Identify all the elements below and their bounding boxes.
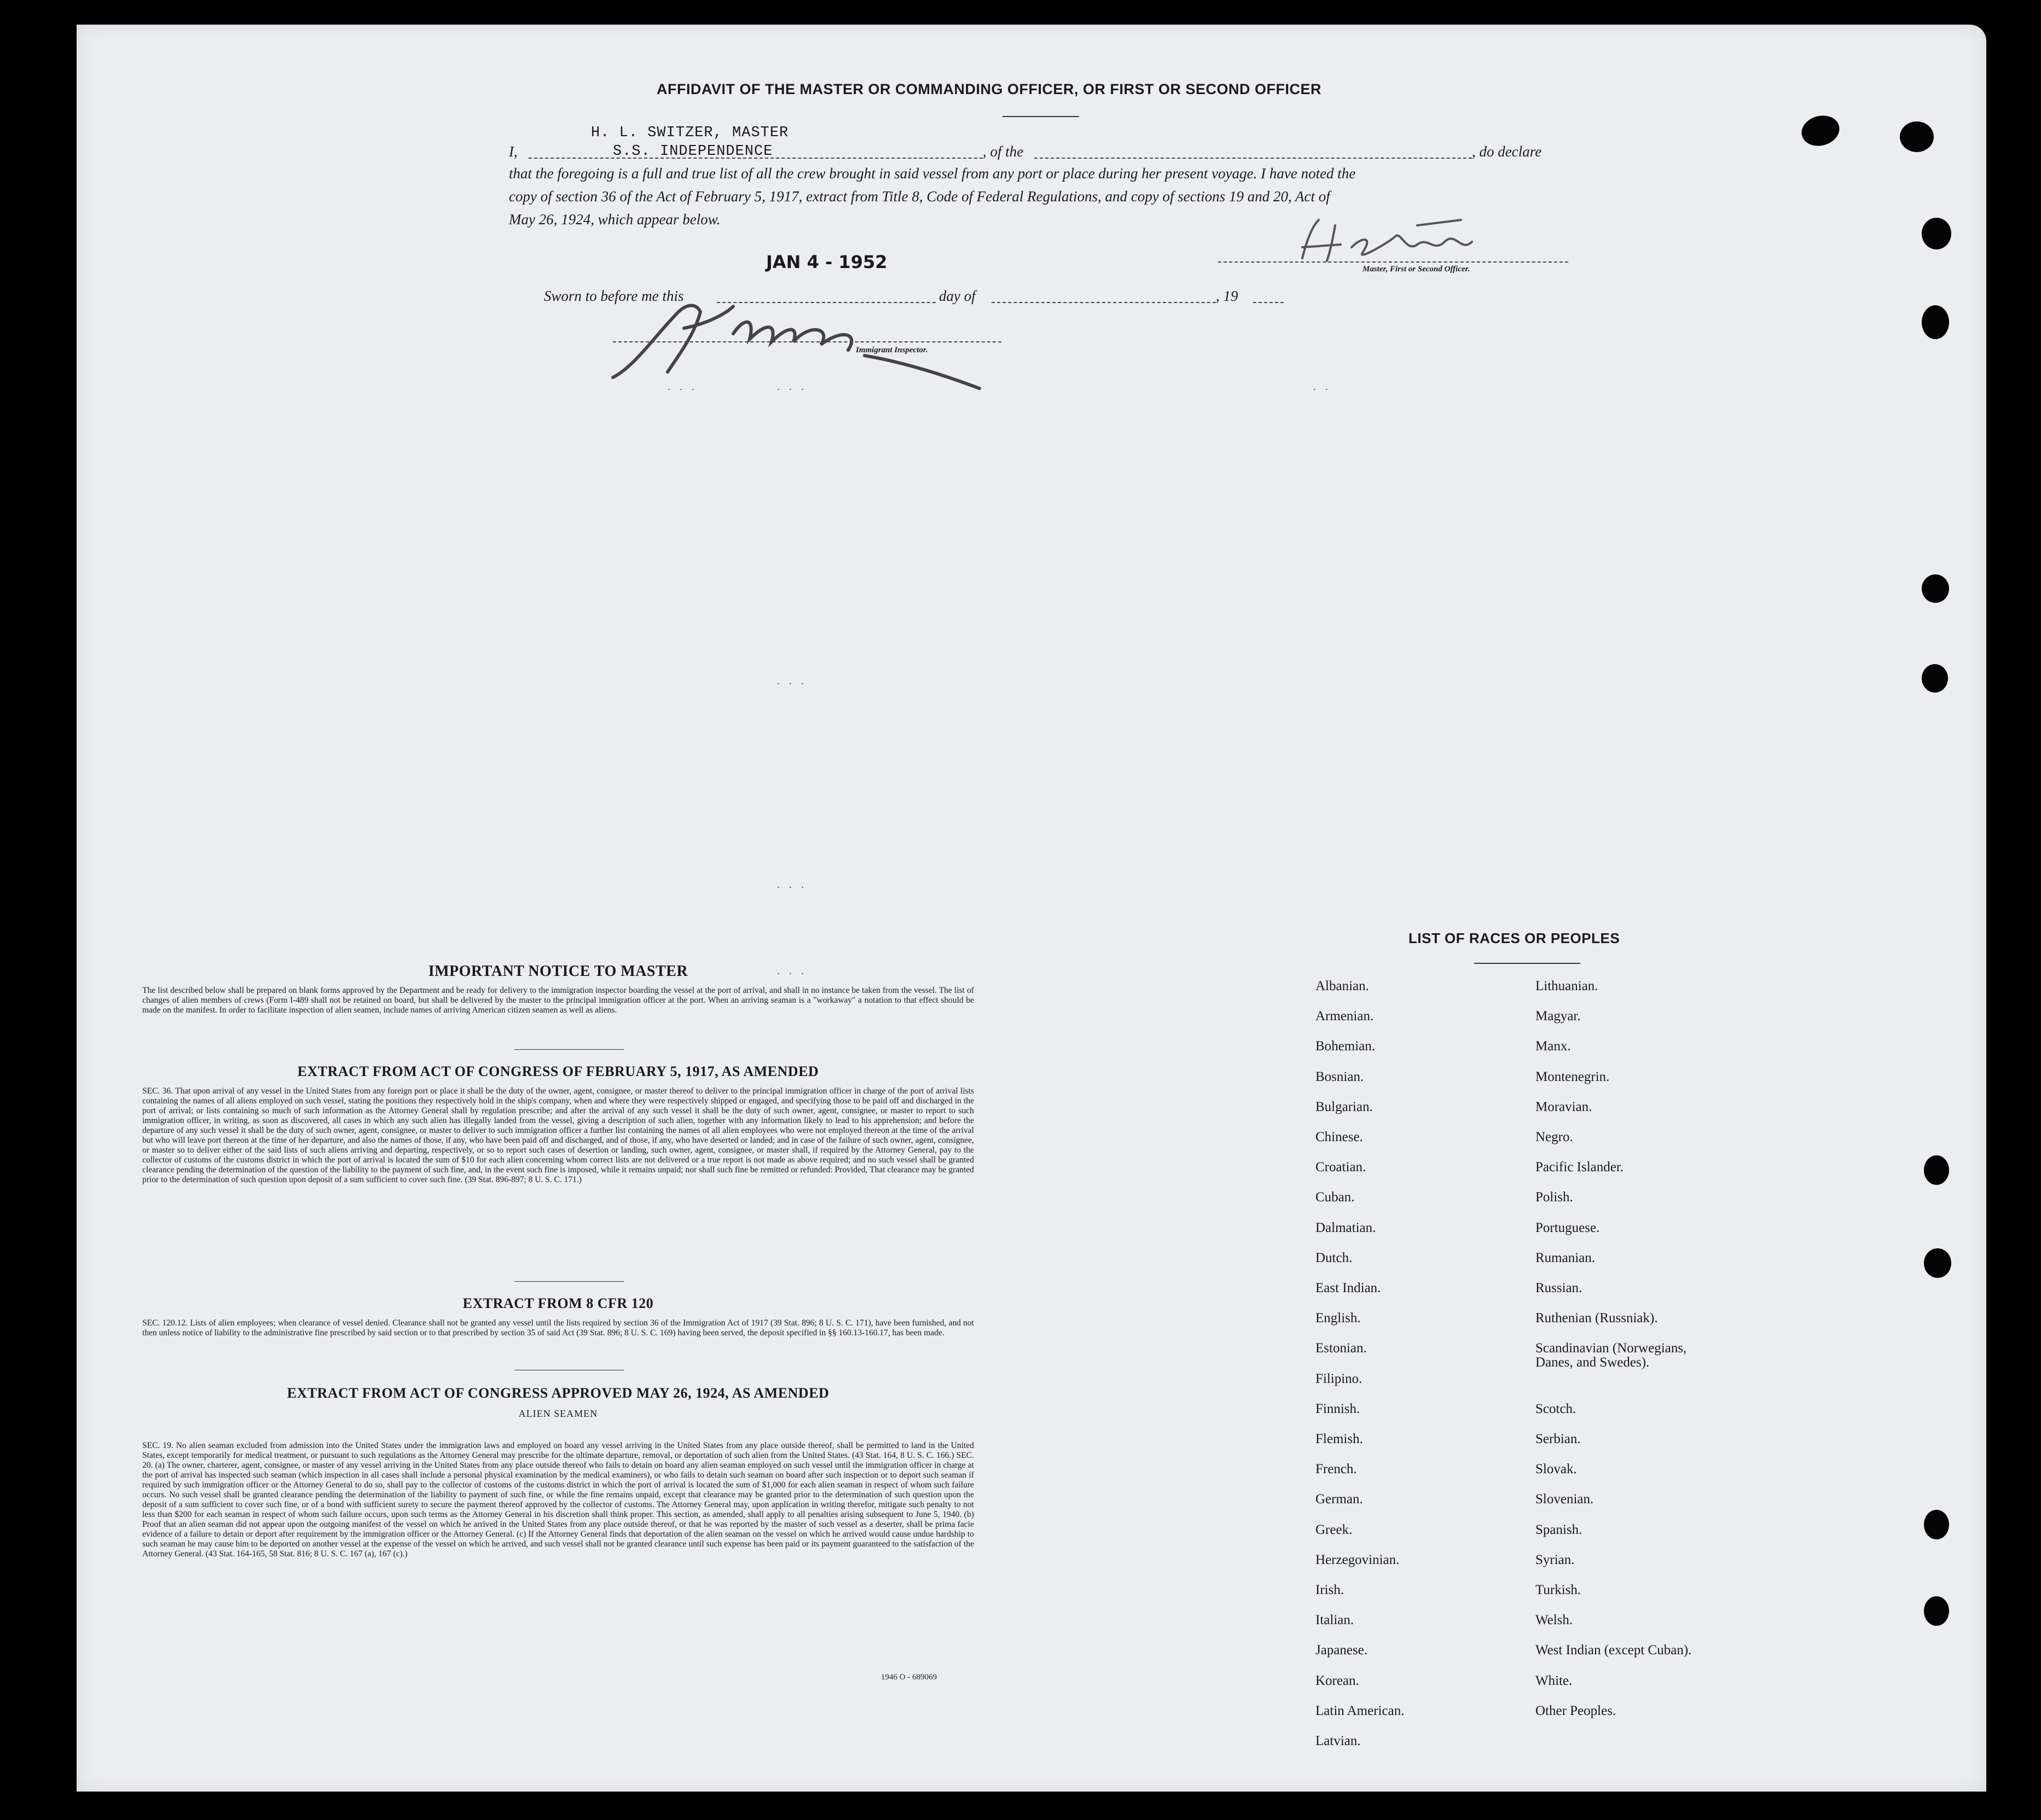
notice-divider — [514, 1049, 624, 1050]
extract3-title: EXTRACT FROM ACT OF CONGRESS APPROVED MAY 26, 1924, AS AMENDED — [287, 1385, 830, 1401]
speck-marks: . . . — [668, 381, 698, 393]
race-item: German. — [1315, 1492, 1363, 1507]
race-item: Cuban. — [1315, 1190, 1355, 1205]
punch-hole — [1922, 664, 1948, 693]
inspector-signature-line — [613, 341, 1001, 342]
race-item: Irish. — [1315, 1583, 1344, 1597]
races-title: LIST OF RACES OR PEOPLES — [1408, 930, 1620, 946]
race-item: Chinese. — [1315, 1130, 1363, 1144]
race-item: Slovak. — [1535, 1462, 1577, 1477]
extract1-divider — [514, 1281, 624, 1282]
race-item: Estonian. — [1315, 1341, 1367, 1356]
race-item: Latvian. — [1315, 1734, 1361, 1748]
speck-marks: . . . — [777, 879, 807, 891]
race-item: Scotch. — [1535, 1401, 1576, 1416]
affidavit-line4: May 26, 1924, which appear below. — [509, 211, 721, 228]
race-item: West Indian (except Cuban). — [1535, 1643, 1692, 1658]
print-code: 1946 O - 689069 — [881, 1673, 937, 1682]
speck-marks: . . . — [777, 675, 807, 687]
race-item: Other Peoples. — [1535, 1703, 1616, 1718]
race-item: Portuguese. — [1535, 1220, 1600, 1235]
extract1-title: EXTRACT FROM ACT OF CONGRESS OF FEBRUARY 5, 1917, AS AMENDED — [297, 1063, 819, 1079]
sworn-day-of: day of — [939, 288, 976, 304]
notice-body: The list described below shall be prepared on blank forms approved by the Department and be ready for delivery to the immigration inspector boarding the vessel at the port of arrival, and shall in no instance be taken from the vessel. The list of changes of alien members of crews (Form I-489 shall not be retained on board, but shall be delivered by the master to the principal immigration officer at the port. When an arriving seaman is a "workaway" a notation to that effect should be made on the manifest. In order to facilitate inspection of alien seamen, include names of arriving American citizen seamen as well as aliens. — [142, 986, 974, 1015]
punch-hole — [1922, 305, 1949, 339]
affidavit-declare: , do declare — [1472, 143, 1542, 160]
race-item: Syrian. — [1535, 1552, 1575, 1567]
race-item: Scandinavian (Norwegians, Danes, and Swedes). — [1535, 1341, 1687, 1370]
affidavit-of-the: , of the — [983, 143, 1024, 160]
extract2-title: EXTRACT FROM 8 CFR 120 — [462, 1295, 654, 1311]
race-item: French. — [1315, 1462, 1357, 1477]
race-item: Lithuanian. — [1535, 979, 1598, 993]
race-item: Bosnian. — [1315, 1069, 1364, 1084]
race-item: Japanese. — [1315, 1643, 1368, 1658]
speck-marks: . . . — [777, 381, 807, 393]
punch-hole — [1900, 121, 1934, 152]
punch-hole — [1924, 1510, 1949, 1539]
race-item: Ruthenian (Russniak). — [1535, 1311, 1658, 1326]
race-item: Magyar. — [1535, 1009, 1581, 1024]
race-item: Italian. — [1315, 1613, 1354, 1628]
race-item: Slovenian. — [1535, 1492, 1594, 1507]
punch-hole — [1924, 1248, 1951, 1278]
affidavit-title: AFFIDAVIT OF THE MASTER OR COMMANDING OFFICER, OR FIRST OR SECOND OFFICER — [657, 81, 1321, 97]
race-item: Welsh. — [1535, 1613, 1573, 1628]
race-item: Dutch. — [1315, 1250, 1353, 1265]
race-item: Negro. — [1535, 1130, 1573, 1144]
title-underline — [1002, 116, 1079, 117]
punch-hole — [1922, 218, 1951, 249]
race-item: Armenian. — [1315, 1009, 1374, 1024]
sworn-year: , 19 — [1216, 288, 1238, 304]
extract3-body: SEC. 19. No alien seaman excluded from admission into the United States under the immigration laws and employed on board any vessel arriving in the United States from any place outside thereof, shall be permitted to land in the United States, except temporarily for medical treatment, or pursuant to such regulations as the Attorney General may prescribe for the ultimate departure, removal, or deportation of such alien from the United States. (43 Stat. 164, 8 U. S. C. 166.) SEC. 20. (a) The owner, charterer, agent, consignee, or master of any vessel arriving in the United States from any place outside thereof who fails to detain on board any alien seaman employed on such vessel until the immigration officer in charge at the port of arrival has inspected such seaman (which inspection in all cases shall include a personal physical examination by the medical examiners), or who fails to detain such seaman on board after such inspection or to deport such seaman if required by such immigration officer or the Attorney General to do so, shall pay to the collector of customs of the customs district in which the port of arrival is located the sum of $1,000 for each alien seaman in respect of whom such failure occurs. No such vessel shall be granted clearance pending the determination of the liability to payment of such fine, or while the fine remains unpaid, except that clearance may be granted prior to the determination of such question upon the deposit of a sum sufficient to cover such fine, or of a bond with sufficient surety to secure the payment thereof approved by the collector of customs. The Attorney General may, upon application in writing therefor, mitigate such penalty to not less than $200 for each seaman in respect of whom such failure occurs, upon such terms as the Attorney General in his discretion shall think proper. This section, as amended, shall apply to all penalties arising subsequent to June 5, 1940. (b) Proof that an alien seaman did not appear upon the outgoing manifest of the vessel on which he arrived in the United States from any place outside thereof, or that he was reported by the master of such vessel as a deserter, shall be prima facie evidence of a failure to detain or deport after requirement by the immigration officer or the Attorney General. (c) If the Attorney General finds that deportation of the alien seaman on the vessel on which he arrived would cause undue hardship to such seaman he may cause him to be deported on another vessel at the expense of the vessel on which he arrived, and such vessel shall not be granted clearance until such expense has been paid or its payment guaranteed to the satisfaction of the Attorney General. (43 Stat. 164-165, 58 Stat. 816; 8 U. S. C. 167 (a), 167 (c).) — [142, 1441, 974, 1559]
race-item: Herzegovinian. — [1315, 1552, 1400, 1567]
race-item: Moravian. — [1535, 1099, 1592, 1114]
race-item: Greek. — [1315, 1522, 1353, 1537]
master-signature — [1280, 214, 1510, 269]
speck-marks: . . . — [777, 965, 807, 977]
races-title-underline — [1474, 963, 1580, 964]
extract2-body: SEC. 120.12. Lists of alien employees; when clearance of vessel denied. Clearance shall not be granted any vessel until the lists required by section 36 of the Immigration Act of 1917 (39 Stat. 896; 8 U. S. C. 171), have been furnished, and not then unless notice of liability to the administrative fine prescribed by said section or to that prescribed by section 35 of said Act (39 Stat. 896; 8 U. S. C. 169) having been served, the deposit specified in §§ 160.13-160.17, has been made. — [142, 1318, 974, 1338]
vessel-field-line — [1034, 158, 1472, 159]
race-item: East Indian. — [1315, 1281, 1381, 1295]
race-item: Spanish. — [1535, 1522, 1582, 1537]
extract1-body: SEC. 36. That upon arrival of any vessel in the United States from any foreign port or place it shall be the duty of the owner, agent, consignee, or master thereof to deliver to the principal immigration officer in charge of the port of arrival lists containing the names of all aliens employed on such vessel, stating the positions they respectively hold in the ship's company, when and where they were respectively shipped or engaged, and specifying those to be paid off and discharged in the port of arrival; or lists containing so much of such information as the Attorney General shall by regulation prescribe; and after the arrival of any such vessel it shall be the duty of such owner, agent, consignee, or master to report to such immigration officer, in writing, as soon as discovered, all cases in which any such alien has illegally landed from the vessel, giving a description of such alien, together with any information likely to lead to his apprehension; and before the departure of any such vessel it shall be the duty of such owner, agent, consignee, or master to deliver to such immigration officer a further list containing the names of all alien employees who were not employed thereon at the time of the arrival but who will leave port thereon at the time of her departure, and also the names of those, if any, who have been paid off and discharged, and of those, if any, who have deserted or landed; and in case of the failure of such owner, agent, consignee, or master so to deliver either of the said lists of such aliens arriving and departing, respectively, or so to report such cases of desertion or landing, such owner, agent, consignee, or master shall, if required by the Attorney General, pay to the collector of customs of the customs district in which the port of arrival is located the sum of $10 for each alien concerning whom correct lists are not delivered or a true report is not made as above required; and no such vessel shall be granted clearance pending the determination of the question of the liability to the payment of such fine, and, in the event such fine is imposed, while it remains unpaid; nor shall such fine be remitted or refunded: Provided, That clearance may be granted prior to the determination of such question upon deposit of a sum sufficient to cover such fine. (39 Stat. 896-897; 8 U. S. C. 171.) — [142, 1086, 974, 1184]
race-item: Manx. — [1535, 1039, 1571, 1054]
affidavit-line3: copy of section 36 of the Act of February 5, 1917, extract from Title 8, Code of Federal Regulations, and copy of sections 19 and 20, Act of — [509, 188, 1330, 205]
sworn-prefix: Sworn to before me this — [544, 288, 684, 304]
affidavit-line1-prefix: I, — [509, 143, 518, 160]
race-item: Pacific Islander. — [1535, 1160, 1624, 1175]
vessel-name-typed: S.S. INDEPENDENCE — [613, 143, 773, 160]
race-item: English. — [1315, 1311, 1361, 1326]
speck-marks: . . — [1313, 381, 1331, 393]
affidavit-line2: that the foregoing is a full and true list of all the crew brought in said vessel from any port or place during her present voyage. I have noted the — [509, 165, 1356, 182]
inspector-caption: Immigrant Inspector. — [856, 346, 928, 354]
date-stamp: JAN 4 - 1952 — [766, 252, 888, 272]
race-item: Finnish. — [1315, 1401, 1360, 1416]
race-item: Montenegrin. — [1535, 1069, 1610, 1084]
punch-hole — [1924, 1155, 1949, 1185]
extract3-subtitle: ALIEN SEAMEN — [518, 1408, 598, 1419]
master-name-typed: H. L. SWITZER, MASTER — [591, 125, 789, 141]
race-item: Russian. — [1535, 1281, 1582, 1295]
master-signature-line — [1218, 261, 1568, 263]
master-caption: Master, First or Second Officer. — [1362, 265, 1470, 274]
race-item: Flemish. — [1315, 1432, 1363, 1446]
race-item: Serbian. — [1535, 1432, 1581, 1446]
race-item: Bulgarian. — [1315, 1099, 1373, 1114]
race-item: Dalmatian. — [1315, 1220, 1376, 1235]
race-item: Latin American. — [1315, 1703, 1405, 1718]
race-item: White. — [1535, 1673, 1573, 1688]
race-item: Rumanian. — [1535, 1250, 1596, 1265]
race-item: Polish. — [1535, 1190, 1573, 1205]
sworn-year-line — [1253, 302, 1284, 303]
notice-title: IMPORTANT NOTICE TO MASTER — [428, 963, 688, 980]
race-item: Bohemian. — [1315, 1039, 1376, 1054]
race-item: Turkish. — [1535, 1583, 1581, 1597]
sworn-month-line — [991, 302, 1216, 303]
punch-hole — [1922, 574, 1949, 603]
race-item: Albanian. — [1315, 979, 1369, 993]
punch-hole — [1924, 1596, 1949, 1626]
race-item: Filipino. — [1315, 1371, 1362, 1386]
race-item: Korean. — [1315, 1673, 1359, 1688]
race-item: Croatian. — [1315, 1160, 1366, 1175]
